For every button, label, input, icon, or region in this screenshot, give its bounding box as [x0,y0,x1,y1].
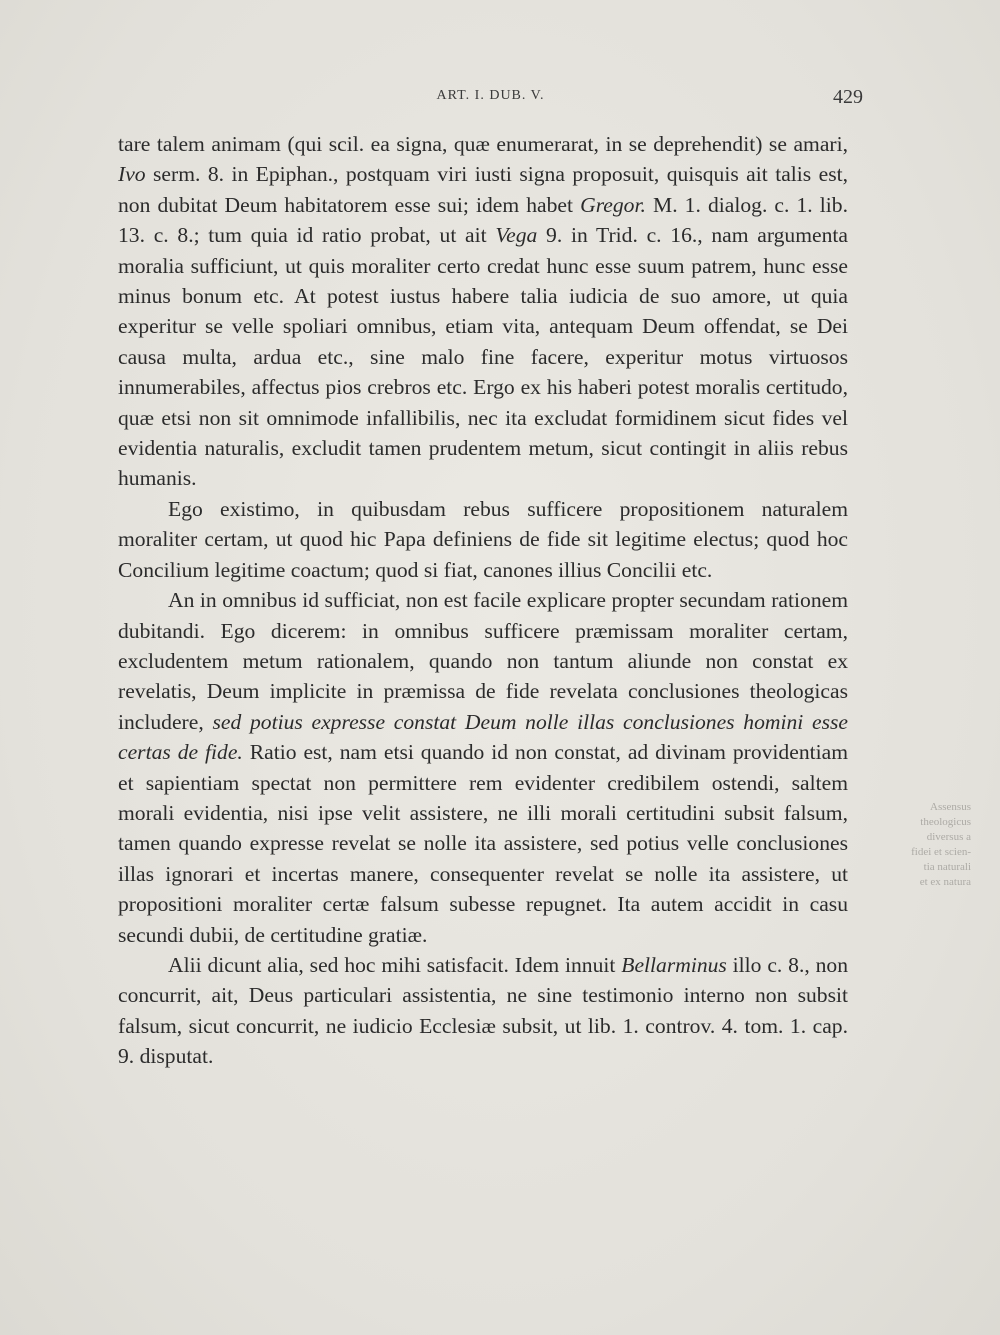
text-run: M. 1. dialog. c. 1. lib. 13. c. 8.; tum quia id ratio probat, ut ait [118,192,848,248]
running-title: ART. I. DUB. V. [436,88,545,103]
page-number: 429 [833,86,863,108]
paragraph [118,585,848,950]
margin-note [866,800,971,890]
italic-text: Vega [495,223,538,248]
italic-text: Ivo [118,162,146,187]
text-run: Alii dicunt alia, sed hoc mihi satisfacit. Idem innuit [168,952,622,977]
text-run: illo c. 8., non concurrit, ait, Deus particulari assistentia, ne sine testimonio interno non subsit falsum, sicut concurrit, ne iudicio Ecclesiæ subsit, ut lib. 1. controv. 4. tom. 1. cap. 9. disputat. [118,952,848,1069]
paragraph [118,494,848,585]
text-run: serm. 8. in Epiphan., postquam viri iusti signa proposuit, quisquis ait talis est, non dubitat Deum habitatorem esse sui; idem habet [118,162,848,217]
margin-note-line: Assensus [930,801,971,813]
running-head [118,88,863,112]
margin-note-line: diversus a [926,831,971,843]
italic-text: sed potius expresse constat Deum nolle illas conclusiones homini esse certas de fide. [118,709,848,765]
body-text [118,129,848,1072]
margin-note-line: et ex natura [919,876,971,888]
text-run: tare talem animam (qui scil. ea signa, quæ enumerarat, in se deprehendit) se amari, [118,132,848,156]
margin-note-line: fidei et scien- [911,846,971,858]
text-run: Ego existimo, in quibusdam rebus sufficere propositionem naturalem moraliter certam, ut quod hic Papa definiens de fide sit legitime electus; quod hoc Concilium legitime coactum; quod si fiat, canones illius Concilii etc. [118,496,848,582]
margin-note-line: theologicus [920,816,971,828]
text-run: Ratio est, nam etsi quando id non constat, ad divinam providentiam et sapientiam spectat non permittere rem evidenter credibilem ostendi, saltem morali evidentia, nisi ipse velit assistere, ne illi morali certitudini subsit falsum, tamen quando expresse revelat se nolle ita assistere, sed potius velle conclusiones illas ignorari et incertas manere, consequenter revelat se nolle ita assistere, ut propositioni moraliter certæ falsum subesse repugnet. Ita autem accidit in casu secundi dubii, de certitudine gratiæ. [118,740,848,947]
text-run: An in omnibus id sufficiat, non est facile explicare propter secundam rationem dubitandi. Ego dicerem: in omnibus sufficere præmissam moraliter certam, excludentem metum rationalem, quando non tantum aliunde non constat ex revelatis, Deum implicite in præmissa de fide revelata conclusiones theologicas includere, [118,588,848,734]
text-run: 9. in Trid. c. 16., nam argumenta moralia sufficiunt, ut quis moraliter certo credat hunc esse suum patrem, hunc esse minus bonum etc. At potest iustus habere talia iudicia de suo amore, ut quia experitur se velle spoliari omnibus, etiam vita, antequam Deum offendat, se Dei causa multa, ardua etc., sine malo fine facere, experitur motus virtuosos innumerabiles, affectus pios crebros etc. Ergo ex his haberi potest moralis certitudo, quæ etsi non sit omnimode infallibilis, nec ita excludat formidinem sicut fides vel evidentia naturalis, excludit tamen prudentem metum, sicut contingit in aliis rebus humanis. [118,223,848,491]
paragraph [118,950,848,1072]
italic-text: Bellarminus [621,952,727,977]
paragraph [118,129,848,494]
margin-note-line: tia naturali [923,861,971,873]
italic-text: Gregor. [580,192,646,217]
